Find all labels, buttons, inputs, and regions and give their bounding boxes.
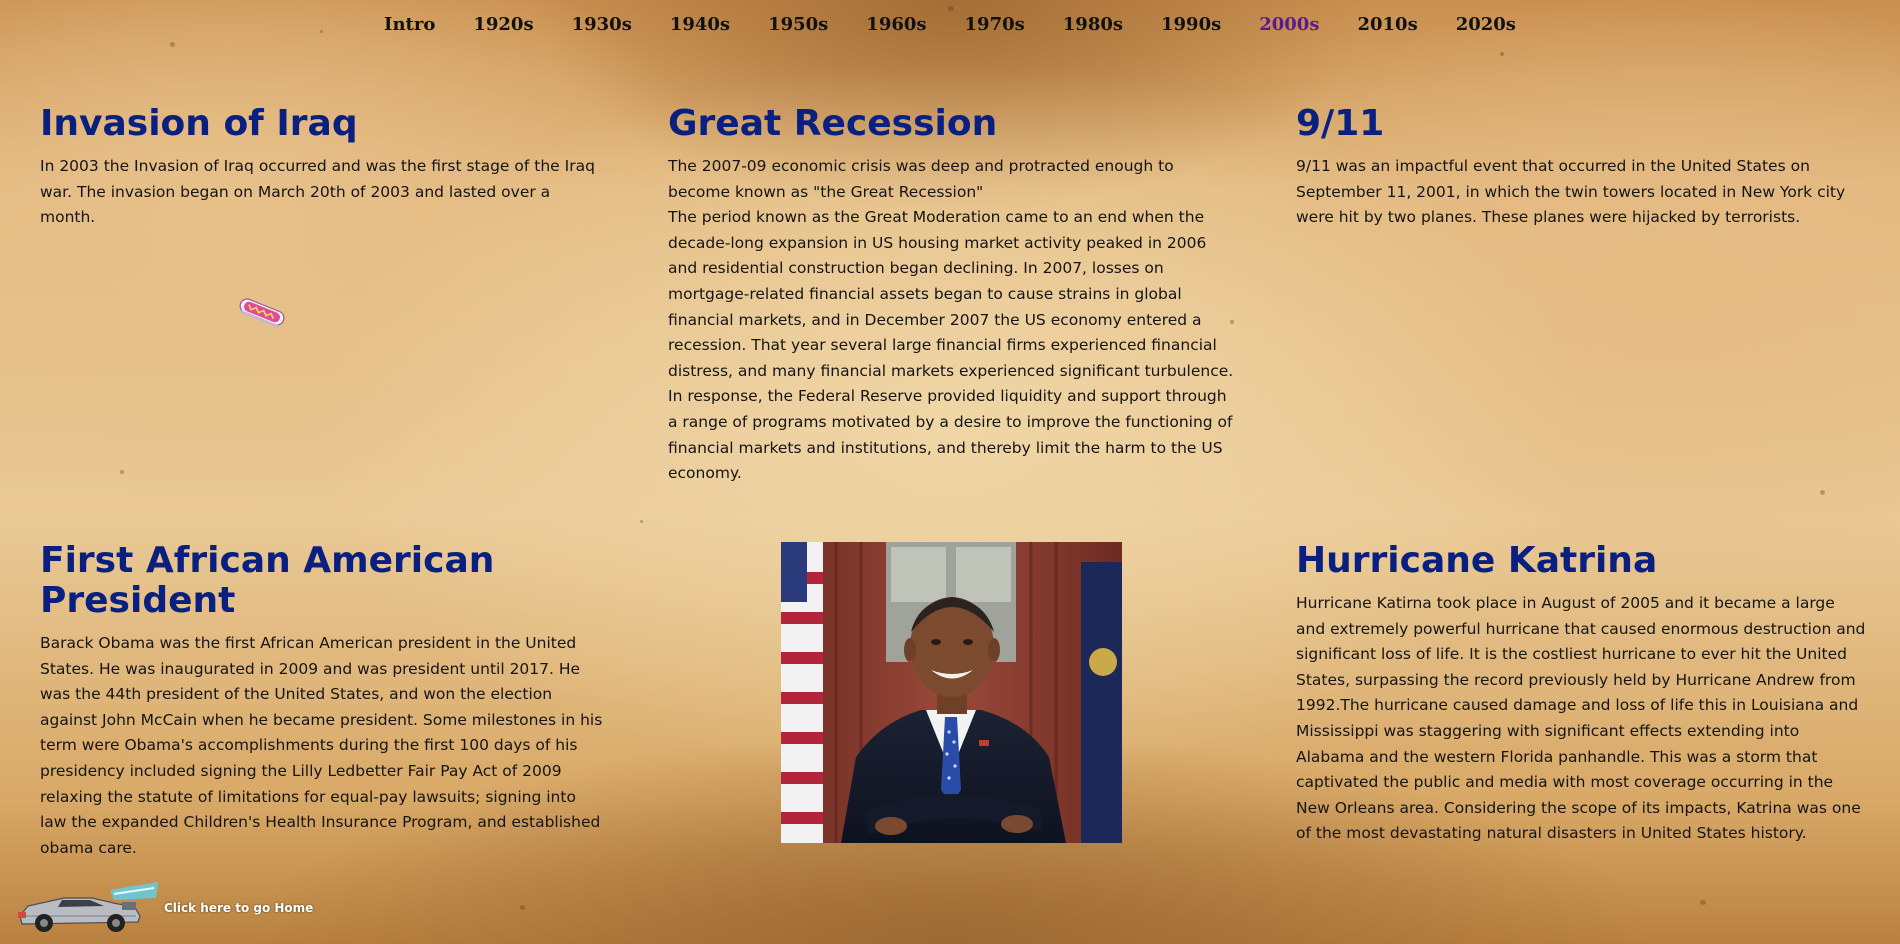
nav-intro[interactable]: Intro <box>384 14 436 35</box>
section-title: Invasion of Iraq <box>40 103 358 144</box>
texture-speck <box>948 6 954 11</box>
nav-1950s[interactable]: 1950s <box>768 14 829 35</box>
section-title: 9/11 <box>1296 103 1385 144</box>
section-body: Barack Obama was the first African American president in the United States. He was inaugurated in 2009 and was president until 2017. He was the 44th president of the United States, and won the election against John McCain when he became president. Some milestones in his term were Obama's accomplishments during the first 100 days of his presidency included signing the Lilly Ledbetter Fair Pay Act of 2009 relaxing the statute of limitations for equal-pay lawsuits; signing into law the expanded Children's Health Insurance Program, and established obama care. <box>40 634 603 857</box>
texture-speck <box>170 42 175 47</box>
delorean-car-icon <box>14 876 160 936</box>
section-body: Hurricane Katirna took place in August of 2005 and it became a large and extremely powerful hurricane that caused enormous destruction and significant loss of life. It is the costliest hurricane to ever hit the United States, surpassing the record previously held by Hurricane Andrew from 1992.The hurricane caused damage and loss of life this in Louisiana and Mississippi was staggering with significant effects extending into Alabama and the western Florida panhandle. This was a storm that captivated the public and media with most coverage occurring in the New Orleans area. Considering the scope of its impacts, Katrina was one of the most devastating natural disasters in United States history. <box>1296 594 1866 843</box>
section-hurricane-katrina <box>1296 541 1866 847</box>
nav-1970s[interactable]: 1970s <box>964 14 1025 35</box>
nav-1940s[interactable]: 1940s <box>669 14 731 35</box>
texture-speck <box>640 520 643 523</box>
section-body: 9/11 was an impactful event that occurred in the United States on September 11, 2001, in which the twin towers located in New York city were hit by two planes. These planes were hijacked by terrorists. <box>1296 157 1846 227</box>
nav-2020s[interactable]: 2020s <box>1455 14 1516 35</box>
section-great-recession <box>668 104 1238 487</box>
home-link-label: Click here to go Home <box>164 901 314 915</box>
section-9-11 <box>1296 104 1866 231</box>
section-body: In 2003 the Invasion of Iraq occurred and was the first stage of the Iraq war. The invasion began on March 20th of 2003 and lasted over a month. <box>40 157 595 227</box>
texture-speck <box>1500 52 1504 56</box>
nav-1920s[interactable]: 1920s <box>473 14 534 35</box>
texture-speck <box>1820 490 1825 495</box>
president-portrait-image <box>781 542 1122 843</box>
section-first-african-american-president <box>40 541 606 861</box>
texture-speck <box>1700 900 1706 905</box>
nav-1930s[interactable]: 1930s <box>571 14 632 35</box>
section-title: Great Recession <box>668 103 998 144</box>
nav-1980s[interactable]: 1980s <box>1062 14 1123 35</box>
texture-speck <box>120 470 124 474</box>
texture-speck <box>520 905 525 910</box>
section-title: First African American President <box>40 540 495 621</box>
nav-1960s[interactable]: 1960s <box>866 14 927 35</box>
home-link[interactable] <box>14 876 313 936</box>
hoverboard-icon <box>236 296 288 328</box>
nav-2000s[interactable]: 2000s <box>1259 14 1320 35</box>
section-body: The period known as the Great Moderation came to an end when the decade-long expansion in US housing market activity peaked in 2006 and residential construction began declining. In 2007, losses on mortgage-related financial assets began to cause strains in global financial markets, and in December 2007 the US economy entered a recession. That year several large financial firms experienced financial distress, and many financial markets experienced significant turbulence. In response, the Federal Reserve provided liquidity and support through a range of programs motivated by a desire to improve the functioning of financial markets and institutions, and thereby limit the harm to the US economy. <box>668 208 1234 483</box>
section-title: Hurricane Katrina <box>1296 540 1658 581</box>
section-intro: The 2007-09 economic crisis was deep and protracted enough to become known as "the Great Recession" <box>668 157 1174 201</box>
era-nav <box>0 14 1900 36</box>
section-invasion-of-iraq <box>40 104 610 231</box>
nav-2010s[interactable]: 2010s <box>1357 14 1418 35</box>
nav-1990s[interactable]: 1990s <box>1161 14 1222 35</box>
